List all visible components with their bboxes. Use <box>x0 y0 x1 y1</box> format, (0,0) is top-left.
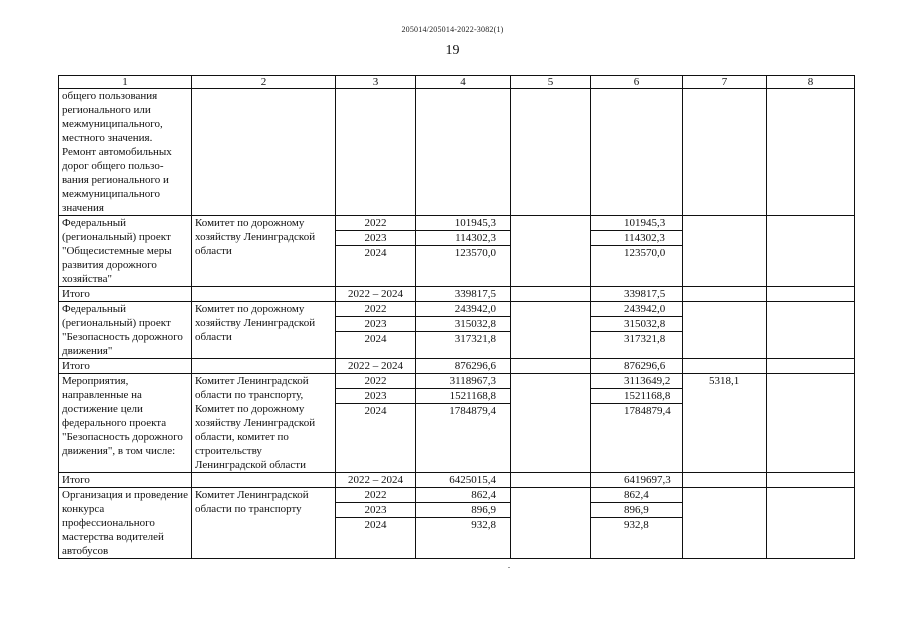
amount-cell <box>416 374 511 473</box>
amount-value: 862,4 <box>416 488 510 503</box>
total-amount: 6425015,4 <box>416 473 511 488</box>
empty-cell <box>767 473 855 488</box>
amount-value: 1784879,4 <box>624 405 671 417</box>
amount-value: 114302,3 <box>591 231 682 246</box>
responsible-org <box>192 89 336 216</box>
amount-cell <box>416 488 511 559</box>
amount-cell <box>591 89 683 216</box>
total-label: Итого <box>59 359 192 374</box>
total-row <box>59 287 855 302</box>
amount-cell: 5318,1 <box>683 374 767 473</box>
amount-value: 243942,0 <box>416 302 510 317</box>
year-cell <box>336 488 416 559</box>
total-amount: 876296,6 <box>591 359 683 374</box>
year-cell <box>336 216 416 287</box>
amount-cell <box>591 374 683 473</box>
year-cell <box>336 302 416 359</box>
table-row <box>59 488 855 559</box>
year-value: 2023 <box>336 503 415 518</box>
year-value: 2023 <box>336 317 415 332</box>
amount-value: 896,9 <box>416 503 510 518</box>
empty-cell <box>683 359 767 374</box>
amount-value: 315032,8 <box>416 317 510 332</box>
responsible-org: Комитет Ленинградской области по транспорту <box>192 488 336 559</box>
empty-cell <box>511 488 591 559</box>
year-value: 2024 <box>364 247 387 259</box>
year-value: 2022 <box>336 374 415 389</box>
empty-cell <box>767 488 855 559</box>
amount-value: 3118967,3 <box>416 374 510 389</box>
amount-value: 315032,8 <box>591 317 682 332</box>
amount-cell <box>591 302 683 359</box>
total-amount: 6419697,3 <box>591 473 683 488</box>
amount-value: 243942,0 <box>591 302 682 317</box>
header-row <box>59 76 855 89</box>
table-row <box>59 216 855 287</box>
empty-cell <box>683 89 767 216</box>
header-cell: 8 <box>767 76 855 89</box>
empty-cell <box>767 216 855 287</box>
scan-speck <box>508 567 510 568</box>
empty-cell <box>511 302 591 359</box>
year-value: 2023 <box>336 231 415 246</box>
table-row <box>59 89 855 216</box>
amount-value: 3113649,2 <box>591 374 682 389</box>
total-amount: 339817,5 <box>591 287 683 302</box>
activity-name: Мероприятия, направленные на достижение цели федерального проекта "Безопасность дорожного движения", в том числе: <box>59 374 192 473</box>
amount-value: 932,8 <box>624 519 649 531</box>
table-row <box>59 302 855 359</box>
activity-name: Организация и проведение конкурса профессионального мастерства водителей автобусов <box>59 488 192 559</box>
empty-cell <box>767 287 855 302</box>
empty-cell <box>511 216 591 287</box>
responsible-org: Комитет по дорожному хозяйству Ленинградской области <box>192 216 336 287</box>
year-value: 2022 <box>336 488 415 503</box>
total-label: Итого <box>59 287 192 302</box>
empty-cell <box>511 374 591 473</box>
header-cell: 7 <box>683 76 767 89</box>
total-row <box>59 359 855 374</box>
amount-cell <box>591 488 683 559</box>
amount-value: 1521168,8 <box>591 389 682 404</box>
page-number: 19 <box>445 43 460 58</box>
header-cell: 1 <box>59 76 192 89</box>
amount-value: 101945,3 <box>591 216 682 231</box>
year-value: 2022 <box>336 302 415 317</box>
total-row <box>59 473 855 488</box>
amount-value: 896,9 <box>591 503 682 518</box>
amount-value: 123570,0 <box>454 247 496 259</box>
amount-value: 317321,8 <box>624 333 666 345</box>
amount-cell <box>591 216 683 287</box>
empty-cell <box>192 359 336 374</box>
responsible-org: Комитет по дорожному хозяйству Ленинградской области <box>192 302 336 359</box>
empty-cell <box>767 302 855 359</box>
empty-cell <box>511 359 591 374</box>
header-cell: 5 <box>511 76 591 89</box>
empty-cell <box>511 473 591 488</box>
header-cell: 2 <box>192 76 336 89</box>
empty-cell <box>192 473 336 488</box>
total-label: Итого <box>59 473 192 488</box>
amount-value: 862,4 <box>591 488 682 503</box>
amount-value: 1521168,8 <box>416 389 510 404</box>
amount-value: 123570,0 <box>624 247 666 259</box>
year-cell <box>336 89 416 216</box>
empty-cell <box>767 89 855 216</box>
year-value: 2024 <box>364 519 387 531</box>
empty-cell <box>511 89 591 216</box>
empty-cell <box>683 473 767 488</box>
header-cell: 6 <box>591 76 683 89</box>
amount-value: 114302,3 <box>416 231 510 246</box>
amount-value: 317321,8 <box>454 333 496 345</box>
header-cell: 3 <box>336 76 416 89</box>
total-amount: 339817,5 <box>416 287 511 302</box>
year-cell <box>336 374 416 473</box>
period-cell: 2022 – 2024 <box>336 287 416 302</box>
amount-cell <box>416 216 511 287</box>
empty-cell <box>767 374 855 473</box>
empty-cell <box>683 287 767 302</box>
empty-cell <box>511 287 591 302</box>
amount-cell <box>416 302 511 359</box>
activity-name: Федеральный (региональный) проект "Безопасность дорожного движения" <box>59 302 192 359</box>
empty-cell <box>683 488 767 559</box>
header-cell: 4 <box>416 76 511 89</box>
activity-name: Федеральный (региональный) проект "Общесистемные меры развития дорожного хозяйства" <box>59 216 192 287</box>
responsible-org: Комитет Ленинградской области по транспорту, Комитет по дорожному хозяйству Ленинградской области, комитет по строительству Ленинградской области <box>192 374 336 473</box>
year-value: 2024 <box>364 405 387 417</box>
budget-table <box>58 75 855 559</box>
amount-value: 1784879,4 <box>449 405 496 417</box>
empty-cell <box>683 216 767 287</box>
amount-value: 932,8 <box>471 519 496 531</box>
empty-cell <box>683 302 767 359</box>
total-amount: 876296,6 <box>416 359 511 374</box>
year-value: 2024 <box>364 333 387 345</box>
empty-cell <box>192 287 336 302</box>
year-value: 2022 <box>336 216 415 231</box>
amount-cell <box>416 89 511 216</box>
document-id: 205014/205014-2022-3082(1) <box>401 25 504 34</box>
period-cell: 2022 – 2024 <box>336 359 416 374</box>
period-cell: 2022 – 2024 <box>336 473 416 488</box>
year-value: 2023 <box>336 389 415 404</box>
amount-value: 101945,3 <box>416 216 510 231</box>
activity-name: общего пользования регионального или межмуниципального, местного значения. Ремонт автомобильных дорог общего пользо-вания регионального и межмуниципального значения <box>59 89 192 216</box>
empty-cell <box>767 359 855 374</box>
table-row <box>59 374 855 473</box>
